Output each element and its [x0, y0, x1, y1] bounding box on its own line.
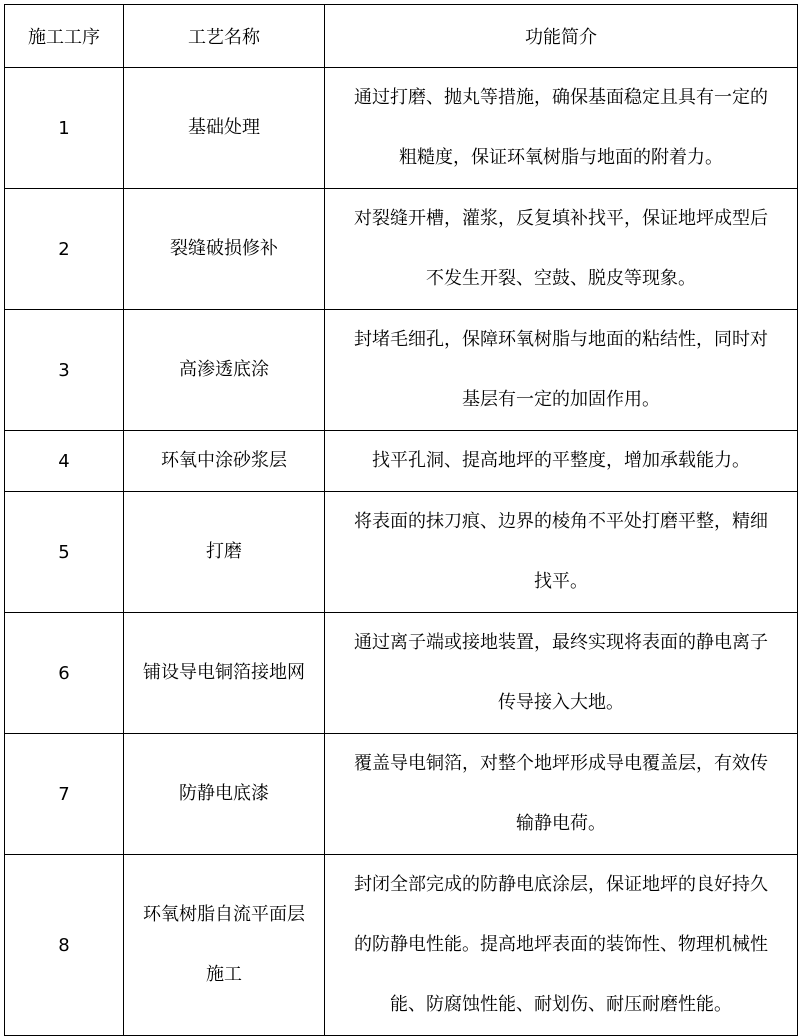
process-name-cell: [124, 492, 325, 613]
process-name-cell: [124, 310, 325, 431]
table-row: [5, 68, 798, 189]
header-step: 施工工序: [5, 5, 124, 68]
table-row: [5, 855, 798, 1036]
process-name-line: 裂缝破损修补: [170, 238, 278, 259]
process-name-line: 施工: [206, 964, 242, 985]
description-line: 不发生开裂、空鼓、脱皮等现象。: [426, 268, 696, 289]
description-cell: [325, 492, 798, 613]
table-row: [5, 310, 798, 431]
table-row: [5, 189, 798, 310]
description-cell: [325, 613, 798, 734]
process-name-cell: [124, 189, 325, 310]
table-row: [5, 734, 798, 855]
header-row: [5, 5, 798, 68]
description-cell: [325, 734, 798, 855]
description-line: 粗糙度，保证环氧树脂与地面的附着力。: [399, 147, 723, 168]
process-name-line: 铺设导电铜箔接地网: [143, 662, 305, 683]
process-table: [4, 4, 798, 1036]
description-line: 基层有一定的加固作用。: [462, 389, 660, 410]
description-cell: [325, 68, 798, 189]
description-line: 通过打磨、抛丸等措施，确保基面稳定且具有一定的: [354, 87, 768, 108]
step-cell: 1: [5, 68, 124, 189]
description-cell: [325, 431, 798, 492]
table-row: [5, 613, 798, 734]
step-cell: 5: [5, 492, 124, 613]
table-row: [5, 431, 798, 492]
step-cell: 7: [5, 734, 124, 855]
step-cell: 3: [5, 310, 124, 431]
process-name-cell: [124, 855, 325, 1036]
description-cell: [325, 310, 798, 431]
process-name-cell: [124, 68, 325, 189]
process-name-cell: [124, 734, 325, 855]
process-name-cell: [124, 613, 325, 734]
description-line: 找平。: [534, 571, 588, 592]
description-line: 对裂缝开槽，灌浆，反复填补找平，保证地坪成型后: [354, 208, 768, 229]
process-name-line: 打磨: [206, 541, 242, 562]
description-line: 找平孔洞、提高地坪的平整度，增加承载能力。: [372, 450, 750, 471]
description-line: 封堵毛细孔，保障环氧树脂与地面的粘结性，同时对: [354, 329, 768, 350]
step-cell: 6: [5, 613, 124, 734]
step-cell: 4: [5, 431, 124, 492]
process-name-line: 环氧中涂砂浆层: [161, 450, 287, 471]
step-cell: 8: [5, 855, 124, 1036]
process-name-cell: [124, 431, 325, 492]
description-line: 能、防腐蚀性能、耐划伤、耐压耐磨性能。: [390, 994, 732, 1015]
description-line: 封闭全部完成的防静电底涂层，保证地坪的良好持久: [354, 874, 768, 895]
description-line: 的防静电性能。提高地坪表面的装饰性、物理机械性: [354, 934, 768, 955]
description-line: 输静电荷。: [516, 813, 606, 834]
process-name-line: 高渗透底涂: [179, 359, 269, 380]
header-description: 功能简介: [325, 5, 798, 68]
description-line: 传导接入大地。: [498, 692, 624, 713]
description-line: 覆盖导电铜箔，对整个地坪形成导电覆盖层，有效传: [354, 753, 768, 774]
description-line: 将表面的抹刀痕、边界的棱角不平处打磨平整，精细: [354, 511, 768, 532]
process-name-line: 防静电底漆: [179, 783, 269, 804]
description-cell: [325, 855, 798, 1036]
description-line: 通过离子端或接地装置，最终实现将表面的静电离子: [354, 632, 768, 653]
step-cell: 2: [5, 189, 124, 310]
process-name-line: 基础处理: [188, 117, 260, 138]
description-cell: [325, 189, 798, 310]
header-name: 工艺名称: [124, 5, 325, 68]
table-row: [5, 492, 798, 613]
process-name-line: 环氧树脂自流平面层: [143, 904, 305, 925]
